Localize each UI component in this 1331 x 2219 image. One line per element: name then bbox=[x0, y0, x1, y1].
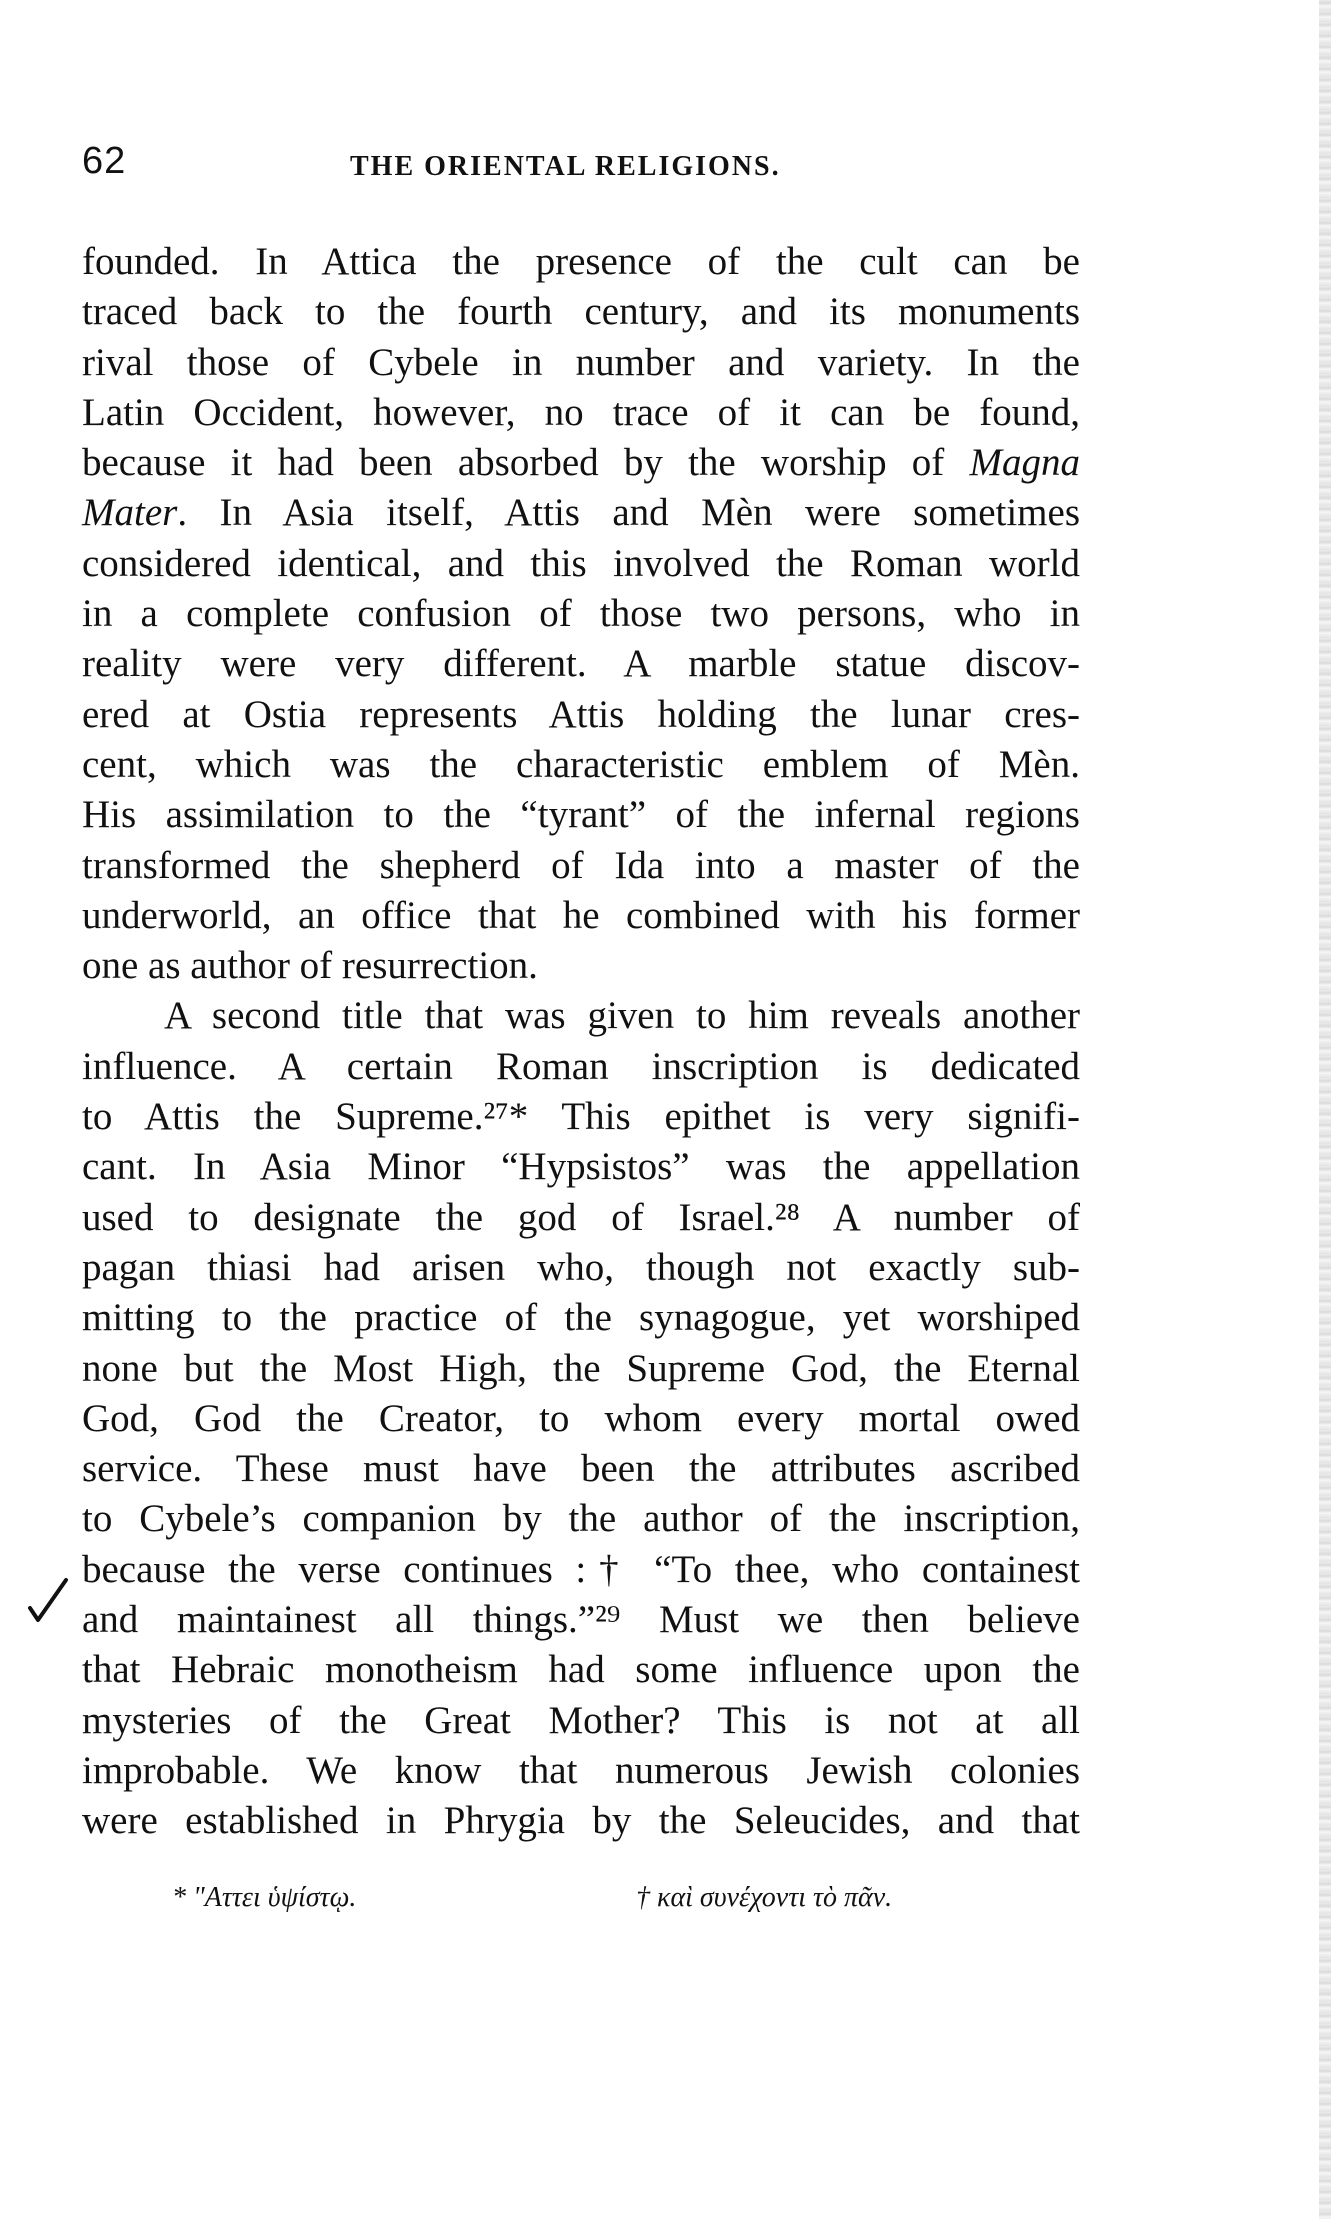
text-line: that Hebraic monotheism had some influence upon the bbox=[82, 1648, 1080, 1692]
text-line: transformed the shepherd of Ida into a master of the bbox=[82, 843, 1080, 887]
text-line: were established in Phrygia by the Seleucides, and that bbox=[82, 1799, 1080, 1843]
text-line: traced back to the fourth century, and its monuments bbox=[82, 290, 1080, 334]
text-line: His assimilation to the “tyrant” of the infernal regions bbox=[82, 793, 1080, 837]
text-line: Latin Occident, however, no trace of it can be found, bbox=[82, 390, 1080, 434]
text-line: influence. A certain Roman inscription is dedicated bbox=[82, 1044, 1080, 1088]
footnote-dagger: † καὶ συνέχοντι τὸ πᾶν. bbox=[636, 1882, 893, 1913]
text-line: none but the Most High, the Supreme God, the Eternal bbox=[82, 1346, 1080, 1390]
text-line: pagan thiasi had arisen who, though not exactly sub- bbox=[82, 1245, 1080, 1289]
page-number: 62 bbox=[82, 140, 127, 182]
text-line: to Cybele’s companion by the author of the inscription, bbox=[82, 1497, 1080, 1541]
body-text bbox=[82, 237, 1080, 1847]
footnote-star: * "Αττει ὑψίστῳ. bbox=[172, 1882, 357, 1913]
text-line: improbable. We know that numerous Jewish colonies bbox=[82, 1748, 1080, 1792]
text-line: considered identical, and this involved the Roman world bbox=[82, 541, 1080, 585]
text-line: cent, which was the characteristic emblem of Mèn. bbox=[82, 742, 1080, 786]
text-line: mysteries of the Great Mother? This is not at all bbox=[82, 1698, 1080, 1742]
text-line: in a complete confusion of those two persons, who in bbox=[82, 592, 1080, 636]
text-line: A second title that was given to him reveals another bbox=[164, 994, 1080, 1038]
text-line: God, God the Creator, to whom every mortal owed bbox=[82, 1396, 1080, 1440]
check-mark-icon bbox=[22, 1574, 72, 1634]
scan-edge bbox=[1319, 0, 1331, 2219]
text-line: reality were very different. A marble statue discov- bbox=[82, 642, 1080, 686]
text-line: founded. In Attica the presence of the cult can be bbox=[82, 240, 1080, 283]
footnotes bbox=[0, 1882, 1331, 1922]
text-line: used to designate the god of Israel.²⁸ A number of bbox=[82, 1195, 1080, 1239]
text-line: rival those of Cybele in number and variety. In the bbox=[82, 340, 1080, 384]
running-head: THE ORIENTAL RELIGIONS. bbox=[350, 151, 781, 182]
text-line: Mater. In Asia itself, Attis and Mèn were sometimes bbox=[82, 491, 1080, 535]
text-line: because the verse continues :† “To thee, who containest bbox=[82, 1547, 1080, 1591]
text-line: to Attis the Supreme.²⁷* This epithet is very signifi- bbox=[82, 1095, 1080, 1139]
text-line: ered at Ostia represents Attis holding the lunar cres- bbox=[82, 692, 1080, 736]
text-line: service. These must have been the attributes ascribed bbox=[82, 1447, 1080, 1491]
text-line: because it had been absorbed by the worship of Magna bbox=[82, 441, 1080, 485]
text-line: cant. In Asia Minor “Hypsistos” was the appellation bbox=[82, 1145, 1080, 1189]
text-line: underworld, an office that he combined with his former bbox=[82, 893, 1080, 937]
text-line: one as author of resurrection. bbox=[82, 944, 538, 988]
text-line: and maintainest all things.”²⁹ Must we then believe bbox=[82, 1598, 1080, 1642]
text-line: mitting to the practice of the synagogue, yet worshiped bbox=[82, 1296, 1080, 1340]
